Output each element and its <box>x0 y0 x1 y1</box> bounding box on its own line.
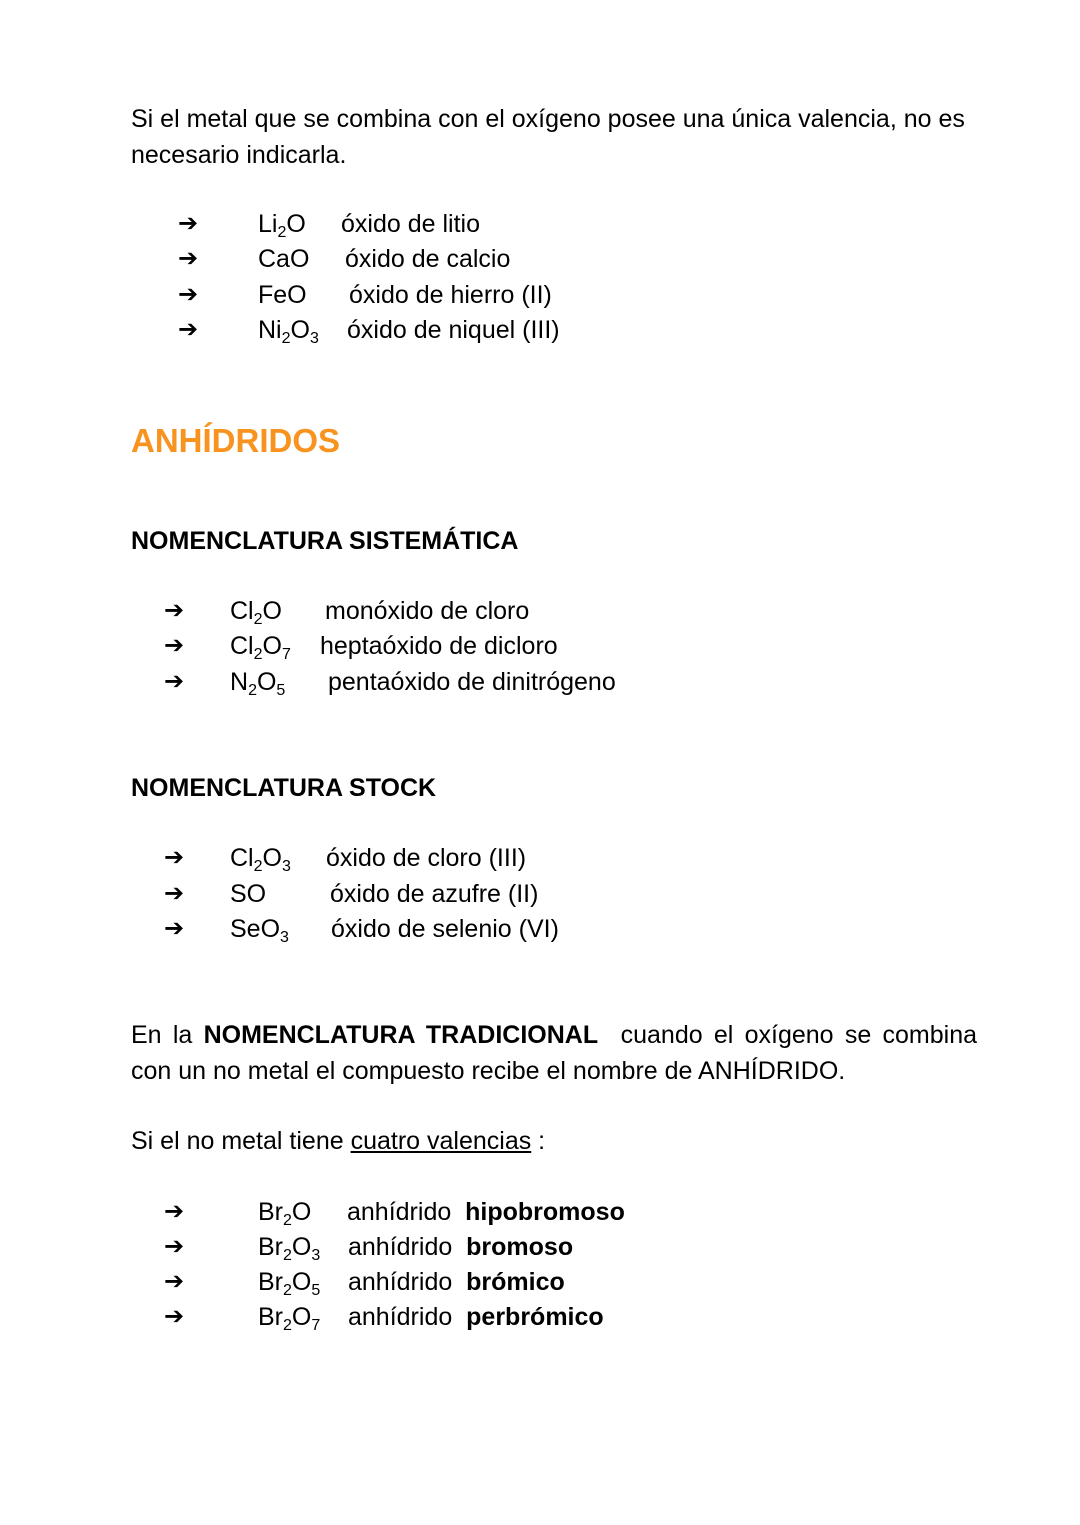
arrow-icon: ➔ <box>164 1268 185 1295</box>
compound-name: óxido de calcio <box>345 245 511 273</box>
list-item <box>0 312 1080 348</box>
compound-name: óxido de selenio (VI) <box>331 915 559 943</box>
arrow-icon: ➔ <box>164 597 185 624</box>
cuatro-valencias-line: Si el no metal tiene cuatro valencias : <box>131 1127 546 1155</box>
compound-name: anhídrido perbrómico <box>348 1303 604 1331</box>
chemical-formula: $Cl_2O_3$ <box>230 844 291 875</box>
list-item <box>0 876 1080 912</box>
list-item <box>0 241 1080 277</box>
section-title: ANHÍDRIDOS <box>131 422 341 459</box>
compound-name: monóxido de cloro <box>325 597 530 625</box>
list-item <box>0 593 1080 629</box>
chemical-formula: FeO <box>258 281 307 309</box>
heading-sistematica: NOMENCLATURA SISTEMÁTICA <box>131 527 519 555</box>
list-item <box>0 911 1080 947</box>
arrow-icon: ➔ <box>178 210 199 237</box>
list-item <box>0 206 1080 242</box>
arrow-icon: ➔ <box>164 1198 185 1225</box>
compound-name: heptaóxido de dicloro <box>320 632 558 660</box>
heading-stock: NOMENCLATURA STOCK <box>131 774 437 802</box>
chemical-formula: $Cl_2O$ <box>230 597 282 628</box>
compound-name: anhídrido brómico <box>348 1268 565 1296</box>
compound-name: anhídrido hipobromoso <box>347 1198 625 1226</box>
chemical-formula: $Ni_2O_3$ <box>258 316 319 347</box>
compound-name: óxido de hierro (II) <box>349 281 552 309</box>
list-item <box>0 1264 1080 1300</box>
list-item <box>0 277 1080 313</box>
arrow-icon: ➔ <box>178 245 199 272</box>
list-item <box>0 840 1080 876</box>
chemical-formula: $Li_2O$ <box>258 210 306 241</box>
chemical-formula: $Br_2O_7$ <box>258 1303 321 1334</box>
chemical-formula: $Cl_2O_7$ <box>230 632 291 663</box>
compound-name: óxido de azufre (II) <box>330 880 539 908</box>
list-item <box>0 1194 1080 1230</box>
chemical-formula: SO <box>230 880 267 908</box>
bold-term: NOMENCLATURA TRADICIONAL <box>203 1021 599 1049</box>
arrow-icon: ➔ <box>164 1303 185 1330</box>
arrow-icon: ➔ <box>178 281 199 308</box>
tradicional-paragraph: En la NOMENCLATURA TRADICIONAL cuando el oxígeno se combina con un no metal el compuesto recibe el nombre de ANHÍDRIDO. <box>131 1021 984 1085</box>
compound-name: óxido de niquel (III) <box>347 316 560 344</box>
chemical-formula: $Br_2O$ <box>258 1198 312 1229</box>
list-item <box>0 628 1080 664</box>
chemical-formula: SeO$_3$ <box>230 915 289 946</box>
list-item <box>0 1229 1080 1265</box>
arrow-icon: ➔ <box>164 880 185 907</box>
arrow-icon: ➔ <box>164 915 185 942</box>
compound-name: anhídrido bromoso <box>348 1233 574 1261</box>
compound-name: pentaóxido de dinitrógeno <box>328 668 616 696</box>
chemical-formula: $Br_2O_5$ <box>258 1268 321 1299</box>
compound-name: óxido de cloro (III) <box>326 844 527 872</box>
chemical-formula: CaO <box>258 245 310 273</box>
arrow-icon: ➔ <box>164 668 185 695</box>
underlined-term: cuatro valencias <box>350 1127 532 1155</box>
chemical-formula: $Br_2O_3$ <box>258 1233 321 1264</box>
chemical-formula: $N_2O_5$ <box>230 668 286 699</box>
arrow-icon: ➔ <box>164 632 185 659</box>
arrow-icon: ➔ <box>178 316 199 343</box>
arrow-icon: ➔ <box>164 844 185 871</box>
compound-name: óxido de litio <box>341 210 480 238</box>
list-item <box>0 664 1080 700</box>
arrow-icon: ➔ <box>164 1233 185 1260</box>
intro-paragraph: Si el metal que se combina con el oxígeno posee una única valencia, no es necesario indicarla. <box>131 105 965 169</box>
list-item <box>0 1299 1080 1335</box>
